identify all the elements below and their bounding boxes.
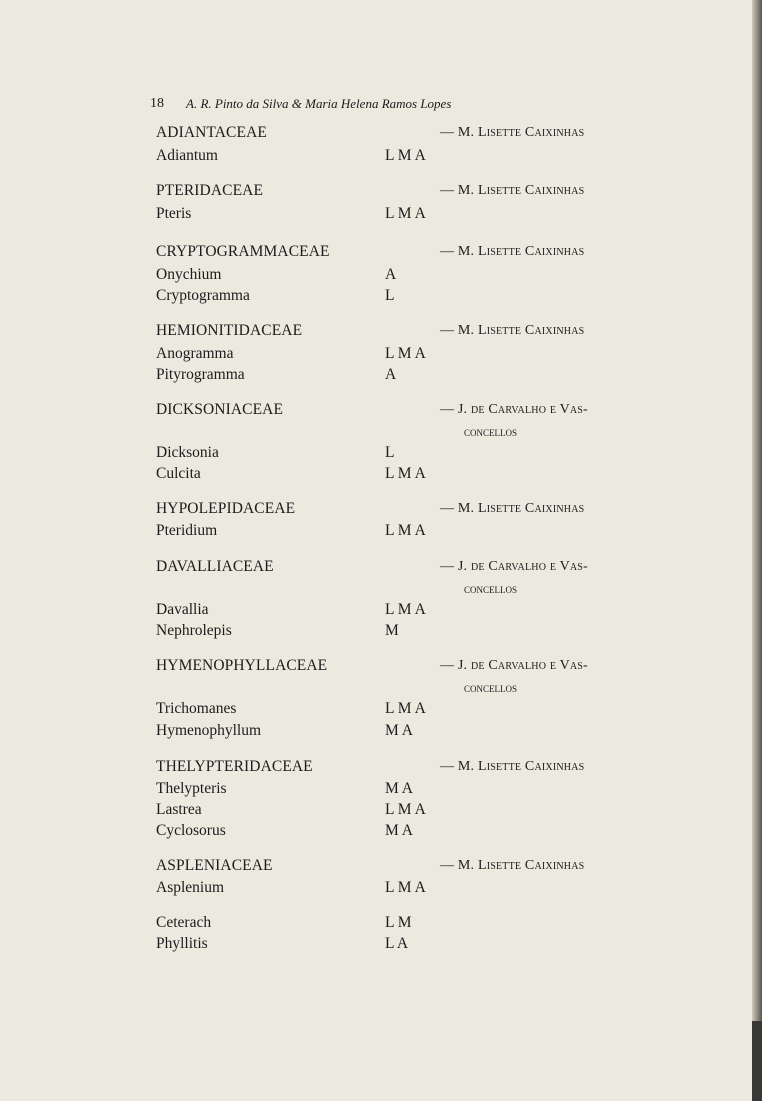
genus-row bbox=[0, 463, 762, 485]
genus-name: Thelypteris bbox=[156, 780, 227, 797]
family-name: PTERIDACEAE bbox=[156, 182, 264, 199]
family-name: DICKSONIACEAE bbox=[156, 401, 284, 418]
genus-row bbox=[0, 520, 762, 542]
genus-row bbox=[0, 285, 762, 307]
family-row bbox=[0, 399, 762, 421]
genus-row bbox=[0, 912, 762, 934]
genus-distribution: L bbox=[385, 287, 395, 304]
family-author: — M. Lisette Caixinhas bbox=[440, 323, 585, 338]
genus-row bbox=[0, 364, 762, 386]
genus-distribution: L M A bbox=[385, 522, 426, 539]
genus-row bbox=[0, 264, 762, 286]
genus-row bbox=[0, 799, 762, 821]
genus-row bbox=[0, 720, 762, 742]
genus-distribution: L M A bbox=[385, 465, 426, 482]
genus-distribution: L M A bbox=[385, 879, 426, 896]
genus-name: Davallia bbox=[156, 601, 209, 618]
family-author: — M. Lisette Caixinhas bbox=[440, 858, 585, 873]
header-authors: A. R. Pinto da Silva & Maria Helena Ramos Lopes bbox=[186, 96, 452, 111]
family-name: CRYPTOGRAMMACEAE bbox=[156, 243, 330, 260]
family-name: THELYPTERIDACEAE bbox=[156, 758, 313, 775]
genus-distribution: L A bbox=[385, 935, 409, 952]
family-row bbox=[0, 498, 762, 520]
family-row bbox=[0, 756, 762, 778]
family-author: — M. Lisette Caixinhas bbox=[440, 759, 585, 774]
genus-distribution: A bbox=[385, 366, 397, 383]
family-name: DAVALLIACEAE bbox=[156, 558, 274, 575]
genus-row bbox=[0, 442, 762, 464]
genus-distribution: A bbox=[385, 266, 397, 283]
family-author: — M. Lisette Caixinhas bbox=[440, 125, 585, 140]
family-name: ASPLENIACEAE bbox=[156, 857, 273, 874]
genus-row bbox=[0, 145, 762, 167]
family-author: — M. Lisette Caixinhas bbox=[440, 501, 585, 516]
genus-name: Cryptogramma bbox=[156, 287, 250, 304]
book-spine-edge bbox=[752, 0, 762, 1101]
family-name: HYPOLEPIDACEAE bbox=[156, 500, 296, 517]
family-name: ADIANTACEAE bbox=[156, 124, 267, 141]
running-header bbox=[150, 96, 620, 114]
genus-row bbox=[0, 877, 762, 899]
genus-distribution: M A bbox=[385, 780, 413, 797]
family-author: — J. de Carvalho e Vas- bbox=[440, 402, 588, 417]
family-row bbox=[0, 180, 762, 202]
genus-distribution: L M bbox=[385, 914, 412, 931]
family-row bbox=[0, 241, 762, 263]
genus-name: Lastrea bbox=[156, 801, 202, 818]
genus-distribution: L bbox=[385, 444, 395, 461]
genus-row bbox=[0, 599, 762, 621]
genus-name: Ceterach bbox=[156, 914, 212, 931]
genus-row bbox=[0, 203, 762, 225]
genus-name: Cyclosorus bbox=[156, 822, 226, 839]
family-row bbox=[0, 655, 762, 677]
genus-name: Culcita bbox=[156, 465, 201, 482]
genus-name: Pteris bbox=[156, 205, 192, 222]
genus-name: Phyllitis bbox=[156, 935, 208, 952]
genus-distribution: L M A bbox=[385, 801, 426, 818]
genus-name: Trichomanes bbox=[156, 700, 237, 717]
family-row bbox=[0, 556, 762, 578]
genus-name: Asplenium bbox=[156, 879, 225, 896]
family-author: — M. Lisette Caixinhas bbox=[440, 183, 585, 198]
genus-distribution: L M A bbox=[385, 700, 426, 717]
family-author-continuation: concellos bbox=[464, 680, 518, 695]
family-name: HEMIONITIDACEAE bbox=[156, 322, 303, 339]
family-author: — J. de Carvalho e Vas- bbox=[440, 658, 588, 673]
family-author-continuation: concellos bbox=[464, 581, 518, 596]
genus-distribution: M A bbox=[385, 722, 413, 739]
genus-distribution: L M A bbox=[385, 345, 426, 362]
genus-name: Dicksonia bbox=[156, 444, 219, 461]
genus-name: Nephrolepis bbox=[156, 622, 232, 639]
family-author: — J. de Carvalho e Vas- bbox=[440, 559, 588, 574]
genus-distribution: M bbox=[385, 622, 399, 639]
family-row bbox=[0, 122, 762, 144]
genus-row bbox=[0, 820, 762, 842]
genus-name: Pityrogramma bbox=[156, 366, 245, 383]
genus-row bbox=[0, 620, 762, 642]
genus-name: Onychium bbox=[156, 266, 222, 283]
genus-row bbox=[0, 933, 762, 955]
family-author: — M. Lisette Caixinhas bbox=[440, 244, 585, 259]
genus-name: Anogramma bbox=[156, 345, 234, 362]
family-name: HYMENOPHYLLACEAE bbox=[156, 657, 328, 674]
genus-row bbox=[0, 343, 762, 365]
genus-name: Pteridium bbox=[156, 522, 218, 539]
family-author-continuation: concellos bbox=[464, 424, 518, 439]
genus-distribution: L M A bbox=[385, 601, 426, 618]
page-number: 18 bbox=[150, 96, 164, 111]
genus-distribution: L M A bbox=[385, 147, 426, 164]
family-row bbox=[0, 320, 762, 342]
family-row bbox=[0, 855, 762, 877]
genus-row bbox=[0, 778, 762, 800]
genus-distribution: M A bbox=[385, 822, 413, 839]
genus-name: Adiantum bbox=[156, 147, 218, 164]
genus-row bbox=[0, 698, 762, 720]
book-spine-shadow bbox=[752, 1021, 762, 1101]
genus-name: Hymenophyllum bbox=[156, 722, 262, 739]
genus-distribution: L M A bbox=[385, 205, 426, 222]
